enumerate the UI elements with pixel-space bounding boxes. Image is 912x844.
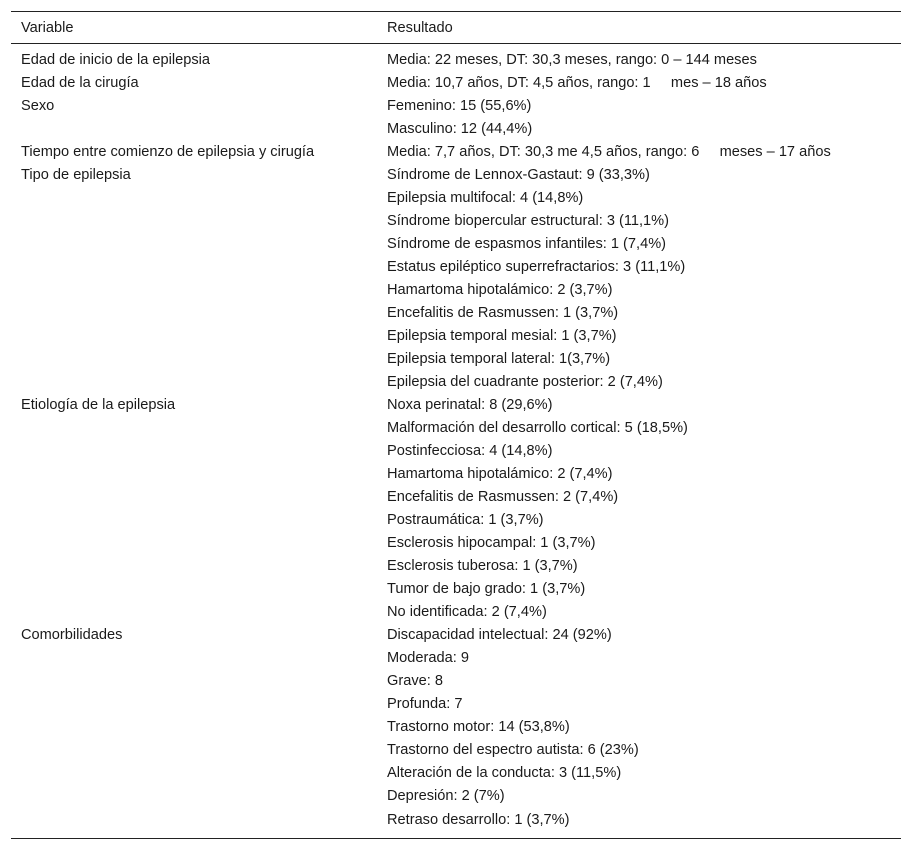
cell-result: Malformación del desarrollo cortical: 5 (18,5%) bbox=[387, 419, 688, 436]
cell-result: Hamartoma hipotalámico: 2 (7,4%) bbox=[387, 465, 613, 482]
table-row bbox=[11, 669, 901, 692]
table-header-row bbox=[11, 12, 901, 44]
table-row bbox=[11, 508, 901, 531]
table-row bbox=[11, 186, 901, 209]
cell-variable bbox=[11, 669, 377, 692]
cell-variable: Etiología de la epilepsia bbox=[21, 396, 176, 413]
table-row bbox=[11, 416, 901, 439]
cell-result: Epilepsia temporal lateral: 1(3,7%) bbox=[387, 350, 611, 367]
cell-result: Grave: 8 bbox=[387, 672, 443, 689]
cell-result: No identificada: 2 (7,4%) bbox=[387, 603, 547, 620]
cell-result: Epilepsia del cuadrante posterior: 2 (7,4%) bbox=[387, 373, 663, 390]
cell-result: Depresión: 2 (7%) bbox=[387, 787, 505, 804]
table-row bbox=[11, 600, 901, 623]
cell-result: Síndrome de espasmos infantiles: 1 (7,4%) bbox=[387, 235, 667, 252]
cell-variable bbox=[11, 416, 377, 439]
cell-variable: Edad de la cirugía bbox=[21, 74, 139, 91]
table-row bbox=[11, 623, 901, 646]
table-row bbox=[11, 301, 901, 324]
cell-variable: Comorbilidades bbox=[21, 626, 123, 643]
header-variable: Variable bbox=[11, 12, 377, 44]
table-row bbox=[11, 140, 901, 163]
cell-result: Síndrome biopercular estructural: 3 (11,1%) bbox=[387, 212, 670, 229]
cell-variable: Sexo bbox=[21, 97, 55, 114]
cell-variable bbox=[11, 738, 377, 761]
cell-result: Hamartoma hipotalámico: 2 (3,7%) bbox=[387, 281, 613, 298]
data-table bbox=[11, 12, 901, 838]
table-row bbox=[11, 347, 901, 370]
cell-result: Esclerosis tuberosa: 1 (3,7%) bbox=[387, 557, 578, 574]
cell-variable bbox=[11, 692, 377, 715]
cell-variable bbox=[11, 209, 377, 232]
cell-result: Epilepsia temporal mesial: 1 (3,7%) bbox=[387, 327, 617, 344]
cell-variable bbox=[11, 646, 377, 669]
cell-result: Femenino: 15 (55,6%) bbox=[387, 97, 532, 114]
cell-result: Media: 10,7 años, DT: 4,5 años, rango: 1 mes – 18 años bbox=[387, 74, 767, 91]
cell-result: Media: 7,7 años, DT: 30,3 me 4,5 años, rango: 6 meses – 17 años bbox=[387, 143, 831, 160]
table-row bbox=[11, 531, 901, 554]
table-row bbox=[11, 393, 901, 416]
cell-variable bbox=[11, 807, 377, 838]
table-row bbox=[11, 94, 901, 117]
cell-result: Trastorno motor: 14 (53,8%) bbox=[387, 718, 570, 735]
cell-variable bbox=[11, 531, 377, 554]
cell-variable bbox=[11, 370, 377, 393]
table-row bbox=[11, 715, 901, 738]
table-row bbox=[11, 324, 901, 347]
cell-variable bbox=[11, 301, 377, 324]
cell-result: Estatus epiléptico superrefractarios: 3 (11,1%) bbox=[387, 258, 686, 275]
cell-result: Encefalitis de Rasmussen: 1 (3,7%) bbox=[387, 304, 619, 321]
cell-result: Alteración de la conducta: 3 (11,5%) bbox=[387, 764, 622, 781]
cell-variable bbox=[11, 715, 377, 738]
table-row bbox=[11, 255, 901, 278]
table-row bbox=[11, 554, 901, 577]
table-row bbox=[11, 163, 901, 186]
table-row bbox=[11, 232, 901, 255]
cell-result: Retraso desarrollo: 1 (3,7%) bbox=[387, 812, 570, 828]
table-row bbox=[11, 692, 901, 715]
table-row bbox=[11, 117, 901, 140]
table-row bbox=[11, 439, 901, 462]
cell-variable bbox=[11, 761, 377, 784]
table-row bbox=[11, 784, 901, 807]
cell-result: Síndrome de Lennox-Gastaut: 9 (33,3%) bbox=[387, 166, 650, 183]
cell-variable bbox=[11, 462, 377, 485]
table-row bbox=[11, 761, 901, 784]
cell-variable bbox=[11, 439, 377, 462]
cell-variable bbox=[11, 600, 377, 623]
table-row bbox=[11, 44, 901, 72]
cell-result: Discapacidad intelectual: 24 (92%) bbox=[387, 626, 612, 643]
cell-variable bbox=[11, 278, 377, 301]
cell-variable: Tipo de epilepsia bbox=[21, 166, 131, 183]
table-row bbox=[11, 485, 901, 508]
cell-variable: Edad de inicio de la epilepsia bbox=[21, 51, 211, 68]
cell-variable bbox=[11, 508, 377, 531]
cell-variable bbox=[11, 232, 377, 255]
table-row bbox=[11, 71, 901, 94]
table-row bbox=[11, 370, 901, 393]
header-result: Resultado bbox=[377, 12, 901, 44]
cell-variable bbox=[11, 347, 377, 370]
cell-result: Encefalitis de Rasmussen: 2 (7,4%) bbox=[387, 488, 619, 505]
cell-result: Moderada: 9 bbox=[387, 649, 469, 666]
cell-variable: Tiempo entre comienzo de epilepsia y cirugía bbox=[21, 143, 315, 160]
cell-variable bbox=[11, 255, 377, 278]
cell-result: Noxa perinatal: 8 (29,6%) bbox=[387, 396, 553, 413]
cell-result: Postraumática: 1 (3,7%) bbox=[387, 511, 544, 528]
cell-result: Tumor de bajo grado: 1 (3,7%) bbox=[387, 580, 586, 597]
cell-variable bbox=[11, 554, 377, 577]
cell-variable bbox=[11, 324, 377, 347]
data-table-container bbox=[11, 11, 901, 839]
cell-result: Postinfecciosa: 4 (14,8%) bbox=[387, 442, 553, 459]
table-row bbox=[11, 278, 901, 301]
cell-result: Trastorno del espectro autista: 6 (23%) bbox=[387, 741, 639, 758]
cell-result: Profunda: 7 bbox=[387, 695, 463, 712]
table-row bbox=[11, 577, 901, 600]
table-row bbox=[11, 646, 901, 669]
cell-variable bbox=[11, 577, 377, 600]
cell-result: Esclerosis hipocampal: 1 (3,7%) bbox=[387, 534, 596, 551]
cell-variable bbox=[11, 784, 377, 807]
table-body bbox=[11, 44, 901, 839]
cell-result: Masculino: 12 (44,4%) bbox=[387, 120, 533, 137]
table-row bbox=[11, 738, 901, 761]
cell-result: Epilepsia multifocal: 4 (14,8%) bbox=[387, 189, 584, 206]
table-row bbox=[11, 462, 901, 485]
cell-variable bbox=[11, 117, 377, 140]
cell-variable bbox=[11, 485, 377, 508]
cell-result: Media: 22 meses, DT: 30,3 meses, rango: 0 – 144 meses bbox=[387, 51, 757, 68]
table-row bbox=[11, 209, 901, 232]
table-row bbox=[11, 807, 901, 838]
cell-variable bbox=[11, 186, 377, 209]
